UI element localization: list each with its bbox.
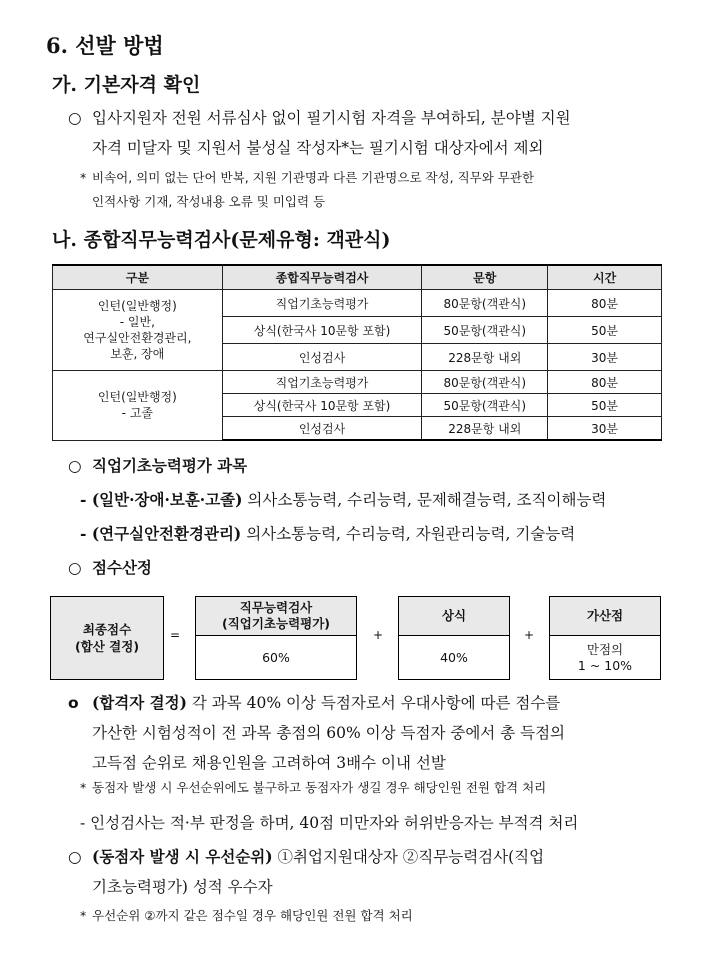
personality-note: - 인성검사는 적·부 판정을 하며, 40점 미만자와 허위반응자는 부적격 처리 bbox=[80, 814, 579, 832]
asterisk-mark: * bbox=[80, 780, 87, 795]
priority-note-text: 우선순위 ②까지 같은 점수일 경우 해당인원 전원 합격 처리 bbox=[92, 908, 413, 923]
subject-line-general bbox=[80, 485, 606, 515]
tie-note-text: 동점자 발생 시 우선순위에도 불구하고 동점자가 생길 경우 해당인원 전원 합격 처리 bbox=[92, 780, 547, 795]
final-score-sublabel: (합산 결정) bbox=[74, 639, 140, 654]
subject-list: 의사소통능력, 수리능력, 자원관리능력, 기술능력 bbox=[246, 525, 576, 543]
table-cell: 30분 bbox=[548, 344, 662, 371]
table-header-row bbox=[53, 265, 662, 290]
subject-list: 의사소통능력, 수리능력, 문제해결능력, 조직이해능력 bbox=[247, 491, 607, 509]
asterisk-mark: * bbox=[80, 170, 87, 185]
category-line: - 일반, bbox=[119, 315, 155, 329]
eligibility-note-line-2: 인적사항 기재, 작성내용 오류 및 미입력 등 bbox=[92, 194, 326, 209]
table-cell: 직업기초능력평가 bbox=[222, 290, 422, 317]
exam-table bbox=[52, 264, 662, 441]
common-sense-weight: 40% bbox=[399, 636, 509, 679]
subsection-b-title: 나. 종합직무능력검사(문제유형: 객관식) bbox=[52, 229, 391, 251]
priority-line-1: ①취업지원대상자 ②직무능력검사(직업 bbox=[277, 848, 545, 866]
table-cell: 228문항 내외 bbox=[422, 417, 548, 441]
table-cell: 50문항(객관식) bbox=[422, 394, 548, 417]
asterisk-mark: * bbox=[80, 908, 87, 923]
priority-paragraph bbox=[68, 842, 678, 902]
section-title: 6. 선발 방법 bbox=[46, 33, 164, 58]
table-cell: 80문항(객관식) bbox=[422, 290, 548, 317]
category-line: 보훈, 장애 bbox=[110, 347, 165, 361]
eligibility-line-2: 자격 미달자 및 지원서 불성실 작성자*는 필기시험 대상자에서 제외 bbox=[92, 139, 544, 157]
category-line: 인턴(일반행정) bbox=[97, 299, 177, 313]
subject-line-lab-safety bbox=[80, 519, 575, 549]
table-row bbox=[53, 290, 662, 317]
final-score-box bbox=[50, 596, 164, 680]
priority-line-2: 기초능력평가) 성적 우수자 bbox=[92, 878, 273, 896]
pass-line-2: 가산한 시험성적이 전 과목 총점의 60% 이상 득점자 중에서 총 득점의 bbox=[92, 724, 566, 742]
score-title: 점수산정 bbox=[92, 558, 152, 577]
table-cell: 80분 bbox=[548, 371, 662, 394]
table-cell: 50분 bbox=[548, 394, 662, 417]
table-cell: 상식(한국사 10문항 포함) bbox=[222, 394, 422, 417]
bonus-points-head: 가산점 bbox=[550, 597, 660, 636]
table-header: 문항 bbox=[422, 265, 548, 290]
tie-note bbox=[80, 776, 680, 800]
circle-bullet-icon: ○ bbox=[68, 559, 82, 577]
table-cell: 50분 bbox=[548, 317, 662, 344]
table-cell: 직업기초능력평가 bbox=[222, 371, 422, 394]
table-cell: 인성검사 bbox=[222, 417, 422, 441]
category-line: - 고졸 bbox=[121, 406, 154, 421]
table-header: 구분 bbox=[53, 265, 223, 290]
plus-sign: + bbox=[524, 628, 535, 642]
plus-sign: + bbox=[373, 628, 384, 642]
priority-note bbox=[80, 904, 680, 928]
job-ability-head bbox=[196, 597, 356, 636]
eligibility-paragraph bbox=[68, 103, 678, 163]
eligibility-note bbox=[80, 166, 680, 214]
pass-decision-paragraph bbox=[68, 688, 678, 778]
category-cell-highschool bbox=[53, 371, 223, 441]
pass-decision-label: (합격자 결정) bbox=[92, 693, 187, 712]
table-cell: 228문항 내외 bbox=[422, 344, 548, 371]
table-header: 시간 bbox=[548, 265, 662, 290]
subject-group-label: - (연구실안전환경관리) bbox=[80, 524, 242, 543]
table-cell: 80문항(객관식) bbox=[422, 371, 548, 394]
bonus-points-range bbox=[550, 636, 660, 679]
job-ability-box bbox=[195, 596, 357, 680]
table-cell: 인성검사 bbox=[222, 344, 422, 371]
job-ability-subtitle: (직업기초능력평가) bbox=[221, 616, 331, 631]
pass-line-3: 고득점 순위로 채용인원을 고려하여 3배수 이내 선발 bbox=[92, 754, 446, 772]
eligibility-line-1: 입사지원자 전원 서류심사 없이 필기시험 자격을 부여하되, 분야별 지원 bbox=[92, 109, 571, 127]
job-ability-title: 직무능력검사 bbox=[239, 600, 313, 615]
equals-sign: = bbox=[170, 628, 181, 642]
common-sense-head: 상식 bbox=[399, 597, 509, 636]
table-row bbox=[53, 371, 662, 394]
job-ability-weight: 60% bbox=[196, 636, 356, 679]
category-line: 연구실안전환경관리, bbox=[83, 331, 192, 345]
circle-bullet-icon: ○ bbox=[68, 109, 82, 127]
common-sense-box bbox=[398, 596, 510, 680]
circle-bullet-icon: ○ bbox=[68, 848, 82, 866]
priority-label: (동점자 발생 시 우선순위) bbox=[92, 847, 273, 866]
subjects-heading bbox=[68, 451, 247, 481]
pass-line-1: 각 과목 40% 이상 득점자로서 우대사항에 따른 점수를 bbox=[191, 694, 561, 712]
bonus-points-line: 만점의 bbox=[586, 641, 624, 657]
table-cell: 50문항(객관식) bbox=[422, 317, 548, 344]
table-header: 종합직무능력검사 bbox=[222, 265, 422, 290]
table-cell: 상식(한국사 10문항 포함) bbox=[222, 317, 422, 344]
table-cell: 30분 bbox=[548, 417, 662, 441]
subjects-title: 직업기초능력평가 과목 bbox=[92, 456, 248, 475]
subsection-a-title: 가. 기본자격 확인 bbox=[52, 74, 201, 96]
bullet-icon: o bbox=[68, 694, 79, 712]
final-score-label: 최종점수 bbox=[82, 622, 132, 637]
circle-bullet-icon: ○ bbox=[68, 457, 82, 475]
subject-group-label: - (일반·장애·보훈·고졸) bbox=[80, 490, 243, 509]
score-heading bbox=[68, 553, 152, 583]
category-cell-general bbox=[53, 290, 223, 371]
table-cell: 80분 bbox=[548, 290, 662, 317]
category-line: 인턴(일반행정) bbox=[97, 390, 177, 405]
bonus-points-line: 1 ~ 10% bbox=[577, 657, 633, 673]
bonus-points-box bbox=[549, 596, 661, 680]
eligibility-note-line-1: 비속어, 의미 없는 단어 반복, 지원 기관명과 다른 기관명으로 작성, 직무와 무관한 bbox=[92, 170, 535, 185]
